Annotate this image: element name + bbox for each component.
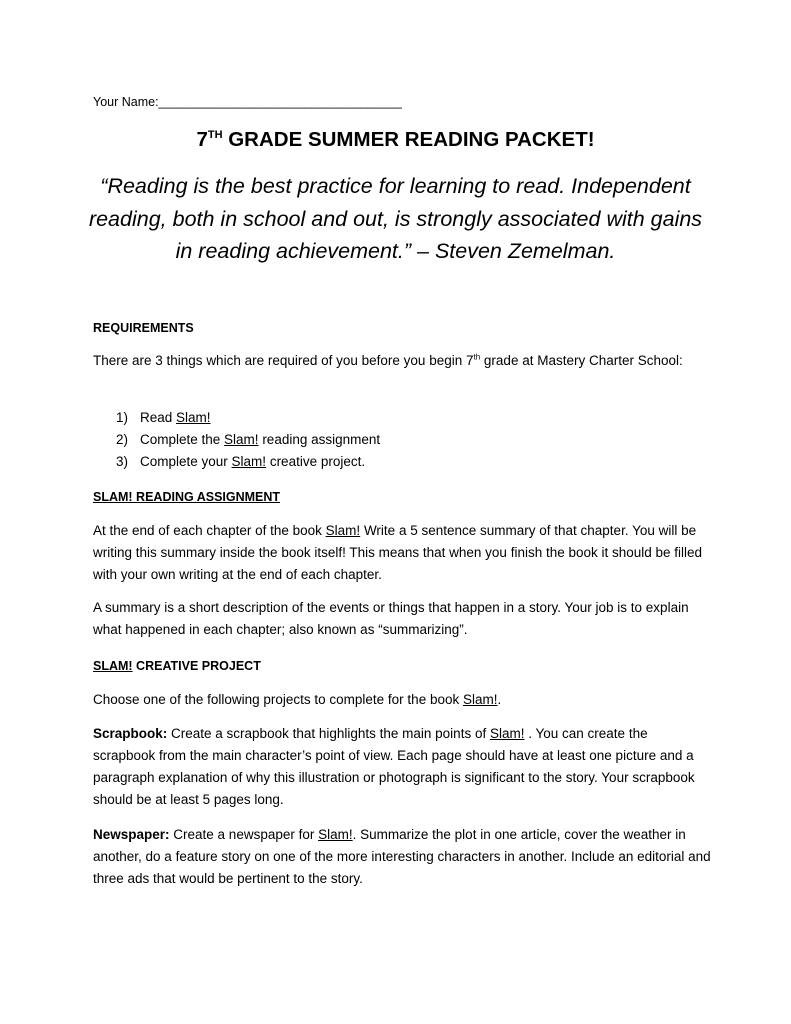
list-item-post: creative project. [266,454,366,469]
paragraph-text: Create a newspaper for [169,827,319,842]
list-item [116,407,676,429]
list-item-post: reading assignment [258,432,381,447]
creative-project-intro [93,689,713,711]
scrapbook-option [93,723,713,811]
name-label: Your Name: [93,95,159,109]
paragraph-text: . Summarize the plot in one article, cover the weather in another, do a feature story on one of the more interesting characters in another. Include an editorial and three ads that would be pertinent to the story. [93,827,711,886]
list-item-text [140,407,211,429]
book-title-link: SLAM! [93,659,133,673]
requirements-intro [93,350,713,372]
newspaper-option [93,824,713,890]
creative-project-heading [93,655,713,677]
reading-assignment-paragraph-1 [93,520,713,586]
book-title-link: Slam! [176,410,211,425]
book-title-link: Slam! [231,454,267,469]
book-title-link: Slam! [462,692,498,707]
list-item [116,429,676,451]
creative-project-heading-rest: CREATIVE PROJECT [132,659,261,673]
list-item-pre: Complete your [140,454,232,469]
list-item [116,451,676,473]
paragraph-text: Write a 5 sentence summary of that chapter. You will be writing this summary inside the book itself! This means that when you finish the book it should be filled with your own writing at the end of each chapter. [93,523,703,582]
grade-suffix: TH [207,129,223,142]
requirements-intro-part2: grade at Mastery Charter School: [480,353,683,368]
scrapbook-label: Scrapbook: [93,726,168,741]
book-title-link: Slam! [325,523,361,538]
requirements-intro-part1: There are 3 things which are required of you before you begin 7 [93,353,474,368]
book-title-link: Slam! [224,432,259,447]
paragraph-text: . [497,692,502,707]
reading-assignment-paragraph-2: A summary is a short description of the events or things that happen in a story. Your job is to explain what happened in each chapter; also known as “summarizing”. [93,600,689,637]
list-item-text [140,451,365,473]
book-title-link: Slam! [489,726,525,741]
paragraph-text: Create a scrapbook that highlights the main points of [167,726,490,741]
paragraph-text: At the end of each chapter of the book [93,523,326,538]
page-title [0,126,791,154]
requirements-list [116,407,676,473]
list-item-pre: Read [140,410,177,425]
list-item-number: 2) [116,432,129,447]
list-item-text [140,429,380,451]
requirements-intro-sup: th [473,352,481,362]
list-item-pre: Complete the [140,432,225,447]
name-field [93,94,402,110]
newspaper-label: Newspaper: [93,827,170,842]
list-item-number: 1) [116,410,129,425]
book-title-link: Slam! [318,827,353,842]
title-text: GRADE SUMMER READING PACKET! [222,128,595,151]
paragraph-text: . You can create the scrapbook from the main character’s point of view. Each page should have at least one picture and a paragraph explanation of why this illustration or photograph is significant to the story. Your scrapbook should be at least 5 pages long. [93,726,695,807]
name-blank: ___________________________________ [158,95,402,109]
paragraph-text: Choose one of the following projects to complete for the book [93,692,463,707]
grade-number: 7 [196,128,208,151]
requirements-heading: REQUIREMENTS [93,321,194,335]
list-item-number: 3) [116,454,129,469]
opening-quote: “Reading is the best practice for learning to read. Independent reading, both in school and out, is strongly associated with gains in reading achievement.” – Steven Zemelman. [88,174,703,263]
reading-assignment-heading: SLAM! READING ASSIGNMENT [93,490,281,504]
